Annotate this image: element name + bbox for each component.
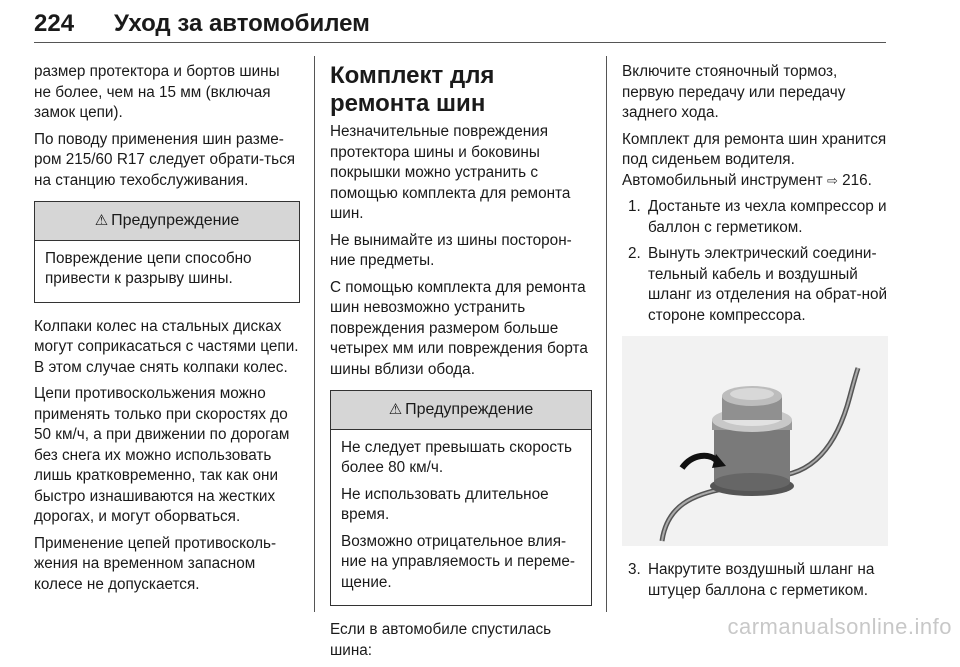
step-text: Достаньте из чехла компрессор и баллон с герметиком. [648,198,887,236]
step-list [622,560,888,601]
warning-body [35,241,299,302]
paragraph: Не вынимайте из шины посторон-ние предметы. [330,231,572,269]
paragraph: Если в автомобиле спустилась шина: [330,621,552,659]
list-item [622,197,888,238]
step-text: Накрутите воздушный шланг на штуцер баллона с герметиком. [648,561,875,599]
warning-title: Предупреждение [111,212,240,229]
column-divider [606,56,607,612]
reference-arrow-icon: ⇨ [826,172,838,188]
warning-text: Повреждение цепи способно привести к разрыву шины. [45,249,252,287]
warning-title: Предупреждение [405,401,534,418]
list-item [622,560,888,601]
column-3 [622,62,888,607]
page-reference[interactable]: 216. [842,171,872,189]
paragraph: Колпаки колес на стальных дисках могут соприкасаться с частями цепи. В этом случае снять колпаки колес. [34,317,299,376]
paragraph: С помощью комплекта для ремонта шин невозможно устранить повреждения размером больше четырех мм или повреждения борта шины вблизи обода. [330,278,588,378]
warning-triangle-icon: ⚠ [94,212,109,229]
chapter-title: Уход за автомобилем [114,10,370,37]
warning-header [331,391,591,430]
step-number: 2. [628,245,641,262]
warning-text: Возможно отрицательное влия-ние на управляемость и переме-щение. [341,532,576,591]
warning-triangle-icon: ⚠ [388,401,403,418]
warning-body [331,430,591,606]
paragraph: размер протектора и бортов шины не более, чем на 15 мм (включая замок цепи). [34,63,280,121]
section-title: Комплект для ремонта шин [330,62,495,117]
paragraph [622,130,888,192]
step-number: 1. [628,198,641,215]
compressor-illustration [622,336,888,546]
paragraph: По поводу применения шин разме-ром 215/60 R17 следует обрати-ться на станцию техобслуживания. [34,130,296,189]
list-item [622,244,888,326]
column-divider [314,56,315,612]
warning-box [330,390,592,606]
column-2 [330,62,592,667]
step-number: 3. [628,561,641,578]
compressor-hose-image [622,336,888,546]
paragraph-text: Комплект для ремонта шин хранится под сиденьем водителя. Автомобильный инструмент [622,130,887,189]
page-number: 224 [34,10,75,37]
paragraph: Включите стояночный тормоз, первую передачу или передачу заднего хода. [622,63,846,121]
page-header [34,8,886,43]
warning-box [34,201,300,303]
warning-text: Не использовать длительное время. [341,485,549,523]
step-list [622,197,888,326]
warning-text: Не следует превышать скорость более 80 км/ч. [341,438,572,476]
column-1 [34,62,300,601]
watermark: carmanualsonline.info [727,614,952,639]
step-text: Вынуть электрический соедини-тельный кабель и воздушный шланг из отделения на обрат-ной стороне компрессора. [648,245,888,324]
paragraph: Цепи противоскольжения можно применять только при скоростях до 50 км/ч, а при движении по дорогам без снега их можно использовать лишь кратковременно, так как они быстро изнашиваются на жестких дорогах, и могут оборваться. [34,385,290,525]
warning-header [35,202,299,241]
paragraph: Незначительные повреждения протектора шины и боковины покрышки можно устранить с помощью комплекта для ремонта шин. [330,123,571,222]
paragraph: Применение цепей противосколь-жения на временном запасном колесе не допускается. [34,534,277,593]
